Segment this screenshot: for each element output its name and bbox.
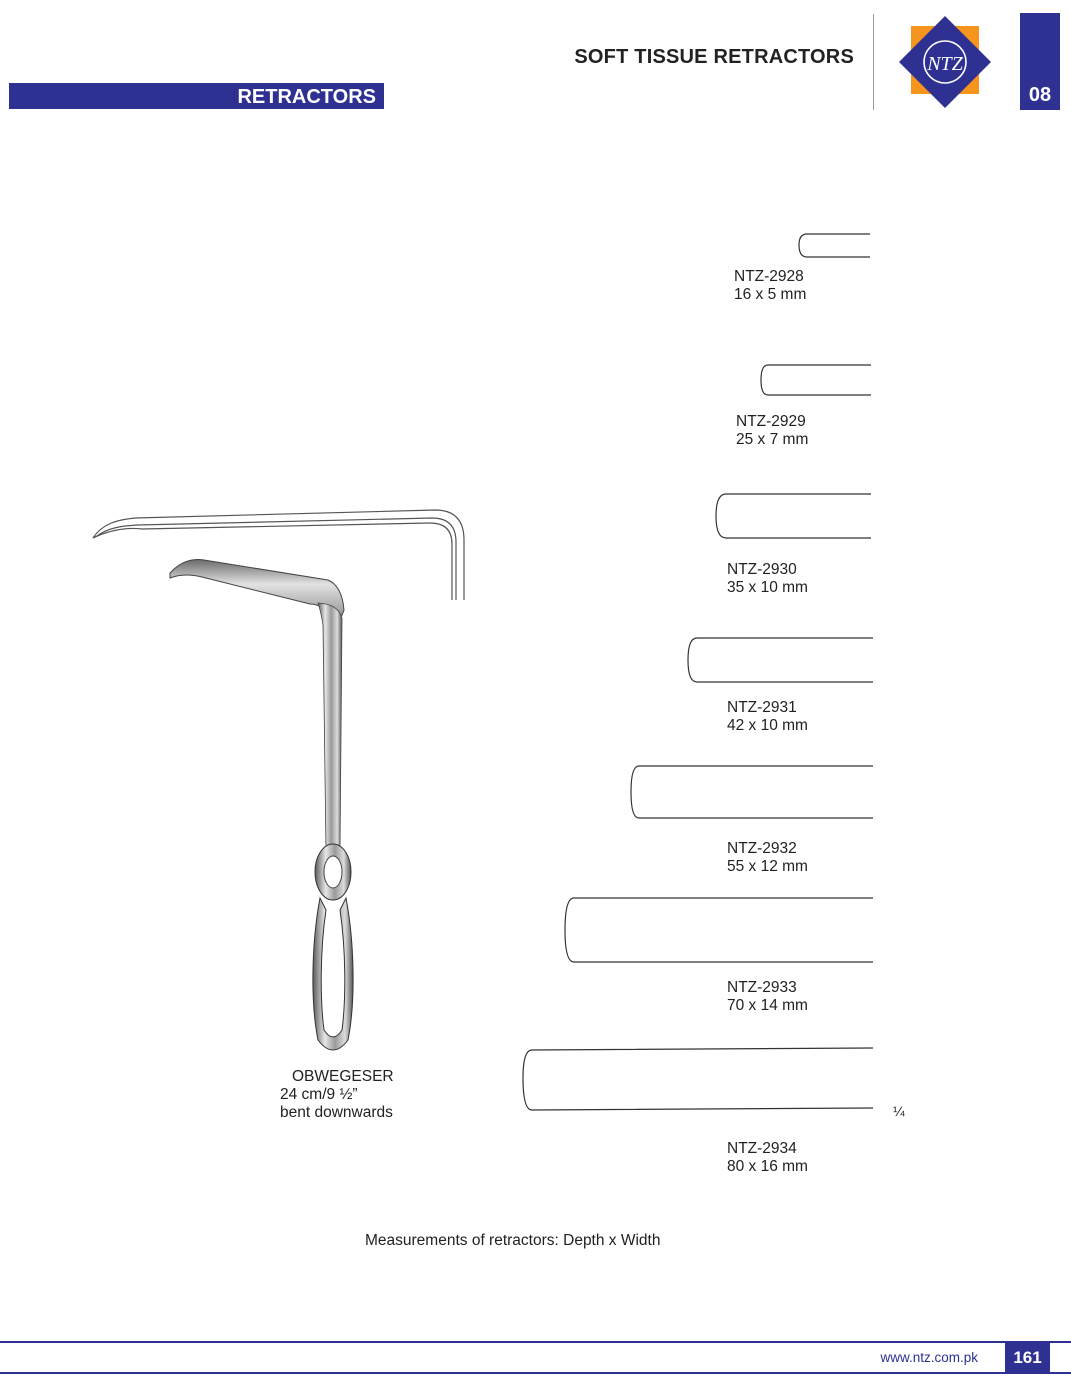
- blade-size: 25 x 7 mm: [736, 431, 809, 448]
- footer-rule-bottom: [0, 1372, 1071, 1374]
- footer-rule-top: [0, 1341, 1071, 1343]
- obwegeser-retractor-illustration: [80, 500, 480, 1070]
- chapter-tab: [1020, 13, 1060, 110]
- blade-code: NTZ-2930: [727, 561, 797, 578]
- blade-outline-2934: [523, 1048, 873, 1110]
- logo-text: NTZ: [927, 53, 963, 75]
- chapter-number: 08: [1028, 84, 1052, 106]
- blade-profiles: [500, 220, 920, 1120]
- blade-size: 42 x 10 mm: [727, 717, 808, 734]
- blade-code: NTZ-2931: [727, 699, 797, 716]
- blade-outline-2931: [688, 638, 873, 682]
- blade-code: NTZ-2929: [736, 413, 806, 430]
- blade-size: 80 x 16 mm: [727, 1158, 808, 1175]
- blade-code: NTZ-2933: [727, 979, 797, 996]
- ntz-logo: [895, 14, 995, 110]
- blade-outline-2929: [761, 365, 871, 395]
- blade-size: 16 x 5 mm: [734, 286, 807, 303]
- footer-website-link[interactable]: www.ntz.com.pk: [880, 1350, 978, 1365]
- blade-size: 35 x 10 mm: [727, 579, 808, 596]
- header-divider: [873, 14, 874, 110]
- instrument-note: bent downwards: [280, 1104, 393, 1121]
- blade-size: 70 x 14 mm: [727, 997, 808, 1014]
- scale-mark: ¼: [893, 1103, 905, 1119]
- blade-size: 55 x 12 mm: [727, 858, 808, 875]
- blade-code: NTZ-2932: [727, 840, 797, 857]
- section-banner: RETRACTORS: [9, 83, 384, 109]
- blade-code: NTZ-2928: [734, 268, 804, 285]
- instrument-size: 24 cm/9 ½”: [280, 1086, 358, 1103]
- blade-outline-2932: [631, 766, 873, 818]
- page-number: 161: [1005, 1343, 1050, 1372]
- blade-code: NTZ-2934: [727, 1140, 797, 1157]
- blade-outline-2928: [799, 234, 870, 257]
- measurement-caption: Measurements of retractors: Depth x Width: [365, 1232, 661, 1249]
- page-title: SOFT TISSUE RETRACTORS: [574, 46, 854, 68]
- retractor-photo: [170, 560, 353, 1050]
- blade-outline-2933: [565, 898, 873, 962]
- blade-outline-2930: [716, 494, 871, 538]
- instrument-name: OBWEGESER: [292, 1068, 394, 1085]
